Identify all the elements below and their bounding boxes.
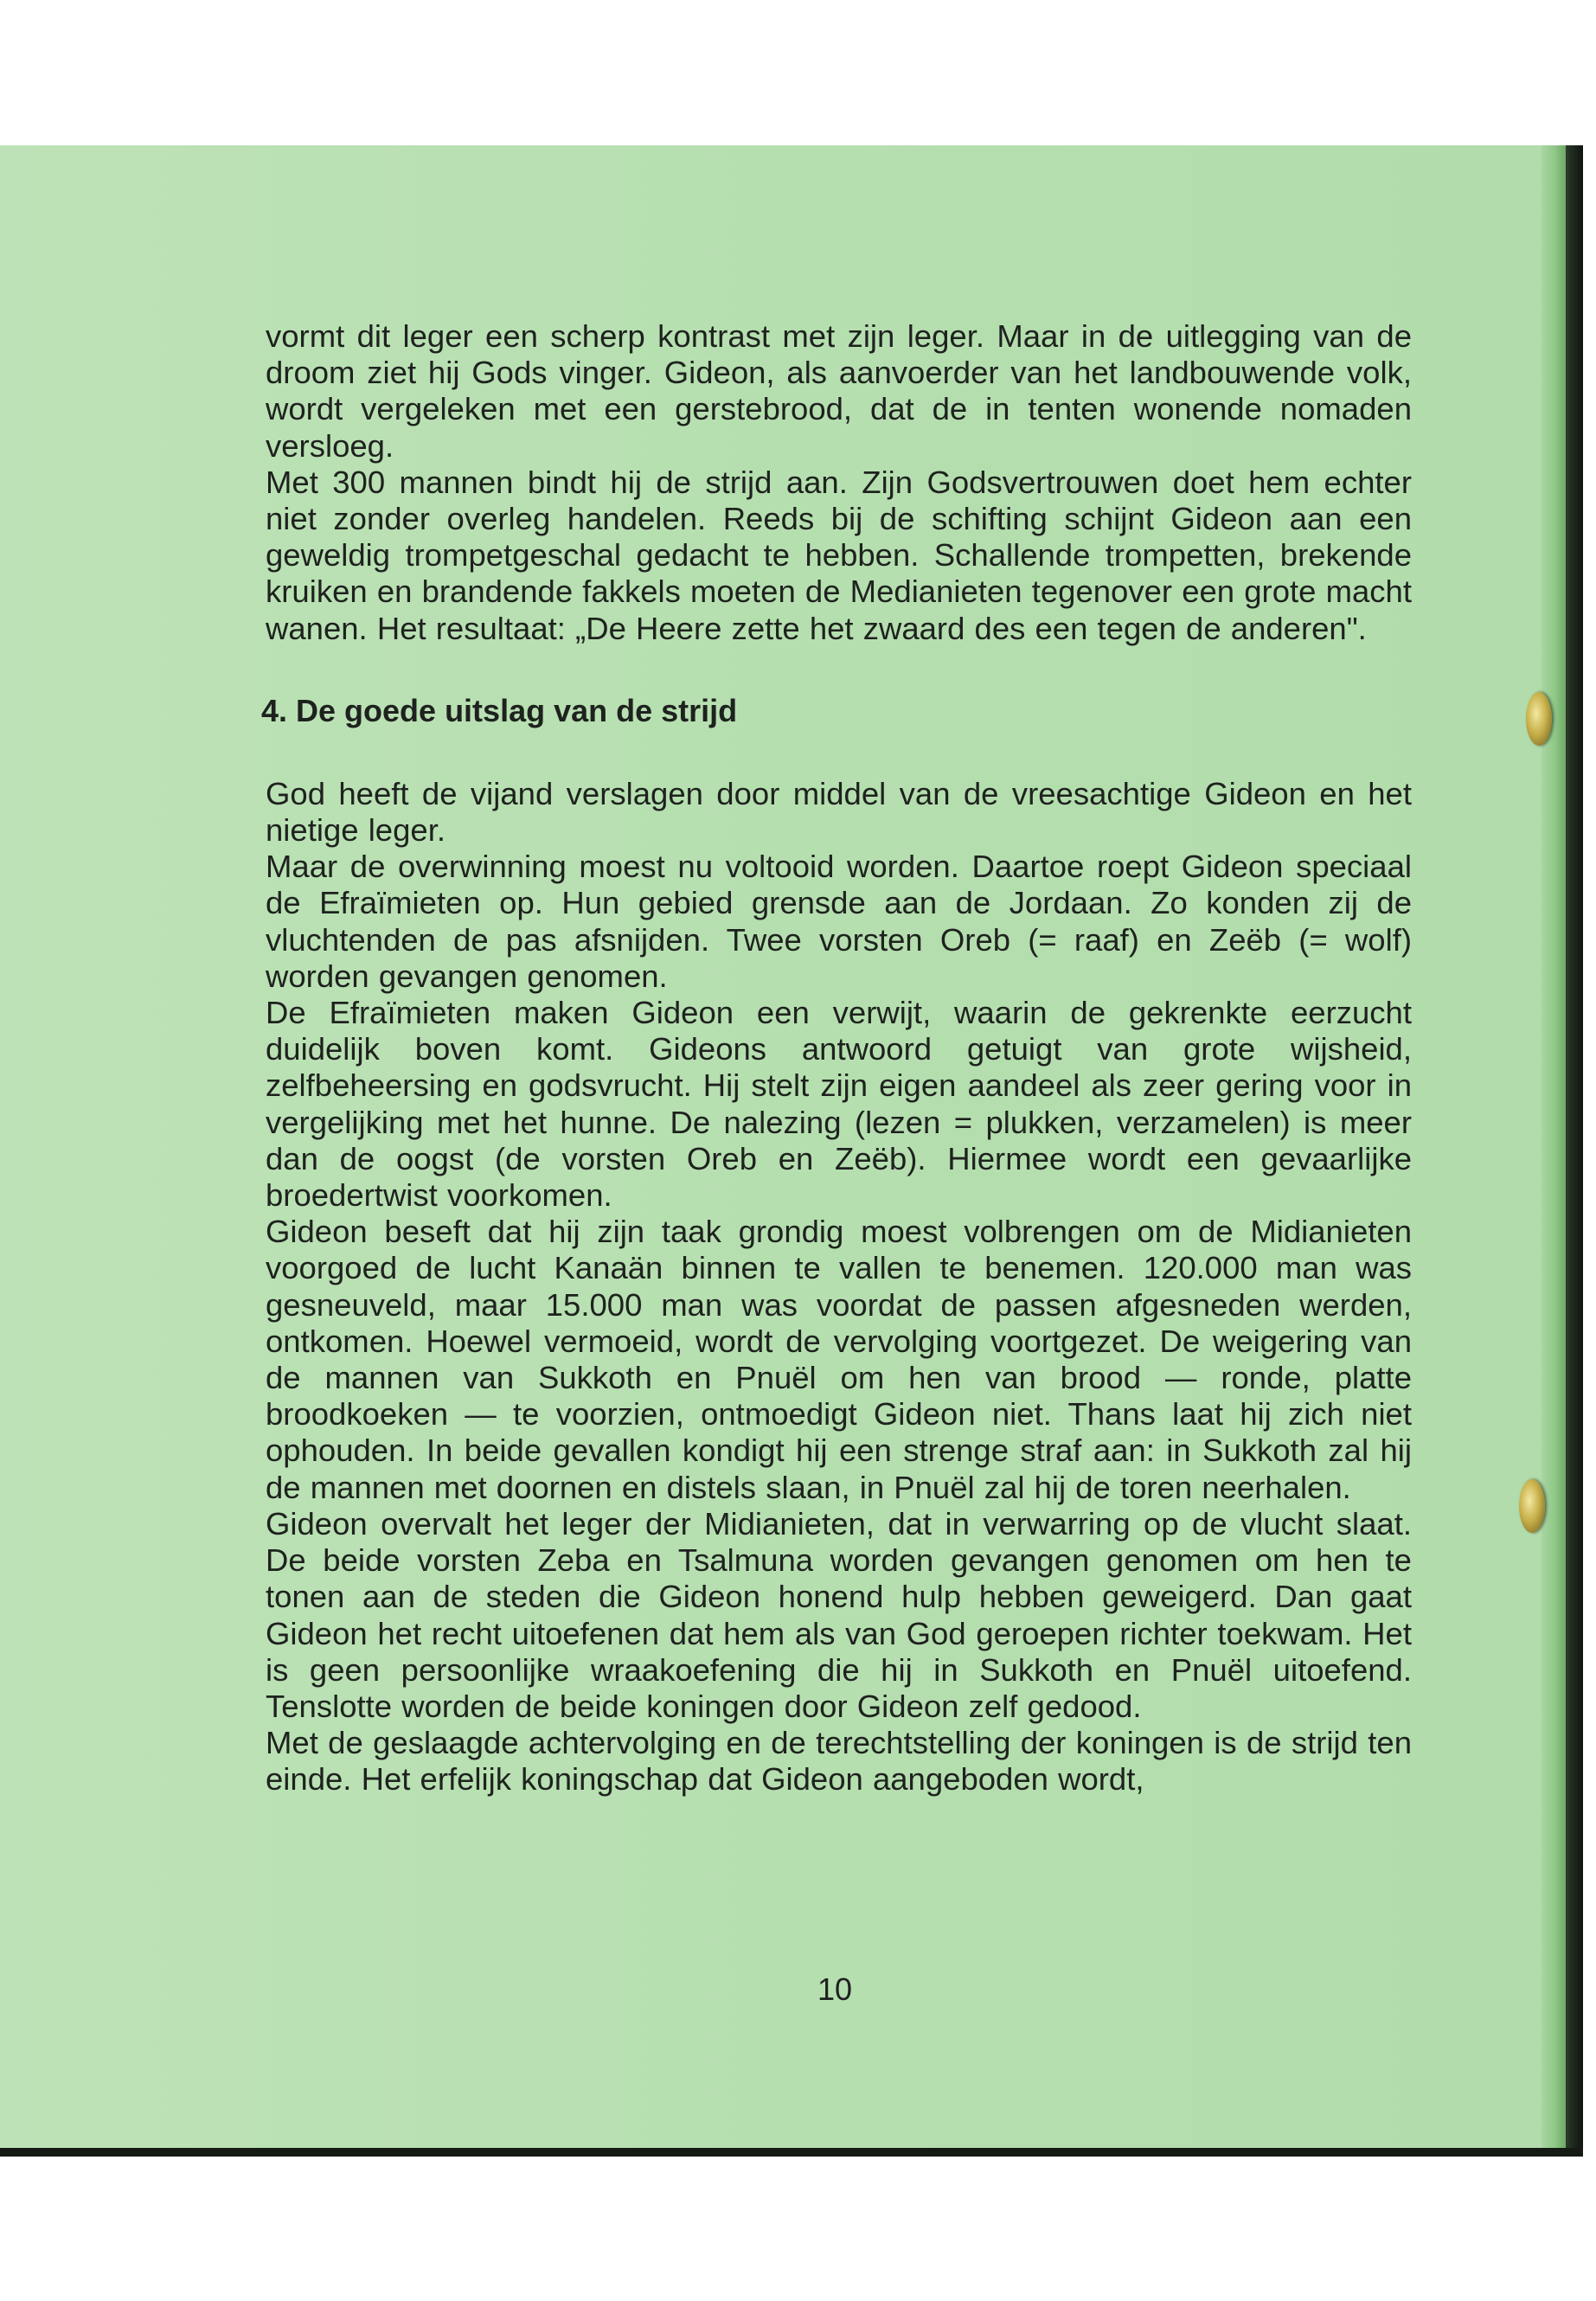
paragraph: Gideon beseft dat hij zijn taak grondig moest volbrengen om de Midianieten voorgoed de lucht Kanaän binnen te vallen te benemen. 120.000 man was gesneuveld, maar 15.000 man was voordat de passen afgesneden werden, ontkomen. Hoewel vermoeid, wordt de vervolging voortgezet. De weigering van de mannen van Sukkoth en Pnuël om hen van brood — ronde, platte broodkoeken — te voorzien, ontmoedigt Gideon niet. Thans laat hij zich niet ophouden. In beide gevallen kondigt hij een strenge straf aan: in Sukkoth zal hij de mannen met doornen en distels slaan, in Pnuël zal hij de toren neerhalen. bbox=[266, 1214, 1412, 1505]
binder-ring-icon bbox=[1526, 692, 1552, 746]
page-body-text bbox=[261, 318, 1412, 1798]
paragraph: Maar de overwinning moest nu voltooid worden. Daartoe roept Gideon speciaal de Efraïmieten op. Hun gebied grensde aan de Jordaan. Zo konden zij de vluchtenden de pas afsnijden. Twee vorsten Oreb (= raaf) en Zeëb (= wolf) worden gevangen genomen. bbox=[266, 849, 1412, 994]
paragraph: Met 300 mannen bindt hij de strijd aan. Zijn Godsvertrouwen doet hem echter niet zonder overleg handelen. Reeds bij de schifting schijnt Gideon aan een geweldig trompetgeschal gedacht te hebben. Schallende trompetten, brekende kruiken en brandende fakkels moeten de Medianieten tegenover een grote macht wanen. Het resultaat: „De Heere zette het zwaard des een tegen de anderen". bbox=[266, 464, 1412, 646]
paragraph: God heeft de vijand verslagen door middel van de vreesachtige Gideon en het nietige leger. bbox=[266, 775, 1412, 849]
paragraph: Gideon overvalt het leger der Midianieten, dat in verwarring op de vlucht slaat. De beide vorsten Zeba en Tsalmuna worden gevangen genomen om hen te tonen aan de steden die Gideon honend hulp hebben geweigerd. Dan gaat Gideon het recht uitoefenen dat hem als van God geroepen richter toekwam. Het is geen persoonlijke wraakoefening die hij in Sukkoth en Pnuël uitoefend. Tenslotte worden de beide koningen door Gideon zelf gedood. bbox=[266, 1505, 1412, 1724]
binder-ring-icon bbox=[1519, 1479, 1545, 1533]
binder-spine bbox=[1566, 145, 1583, 2157]
paragraph: Met de geslaagde achtervolging en de terechtstelling der koningen is de strijd ten einde. Het erfelijk koningschap dat Gideon aangeboden wordt, bbox=[266, 1725, 1412, 1798]
page-edge bbox=[1542, 145, 1566, 2157]
paragraph: vormt dit leger een scherp kontrast met zijn leger. Maar in de uitlegging van de droom ziet hij Gods vinger. Gideon, als aanvoerder van het landbouwende volk, wordt vergeleken met een gerstebrood, dat de in tenten wonende nomaden versloeg. bbox=[266, 318, 1412, 464]
bottom-edge-bar bbox=[0, 2148, 1583, 2157]
section-heading: 4. De goede uitslag van de strijd bbox=[261, 692, 738, 728]
paragraph: De Efraïmieten maken Gideon een verwijt, waarin de gekrenkte eerzucht duidelijk boven komt. Gideons antwoord getuigt van grote wijsheid, zelfbeheersing en godsvrucht. Hij stelt zijn eigen aandeel als zeer gering voor in vergelijking met het hunne. De nalezing (lezen = plukken, verzamelen) is meer dan de oogst (de vorsten Oreb en Zeëb). Hiermee wordt een gevaarlijke broedertwist voorkomen. bbox=[266, 995, 1412, 1214]
page-number: 10 bbox=[817, 1971, 853, 2007]
